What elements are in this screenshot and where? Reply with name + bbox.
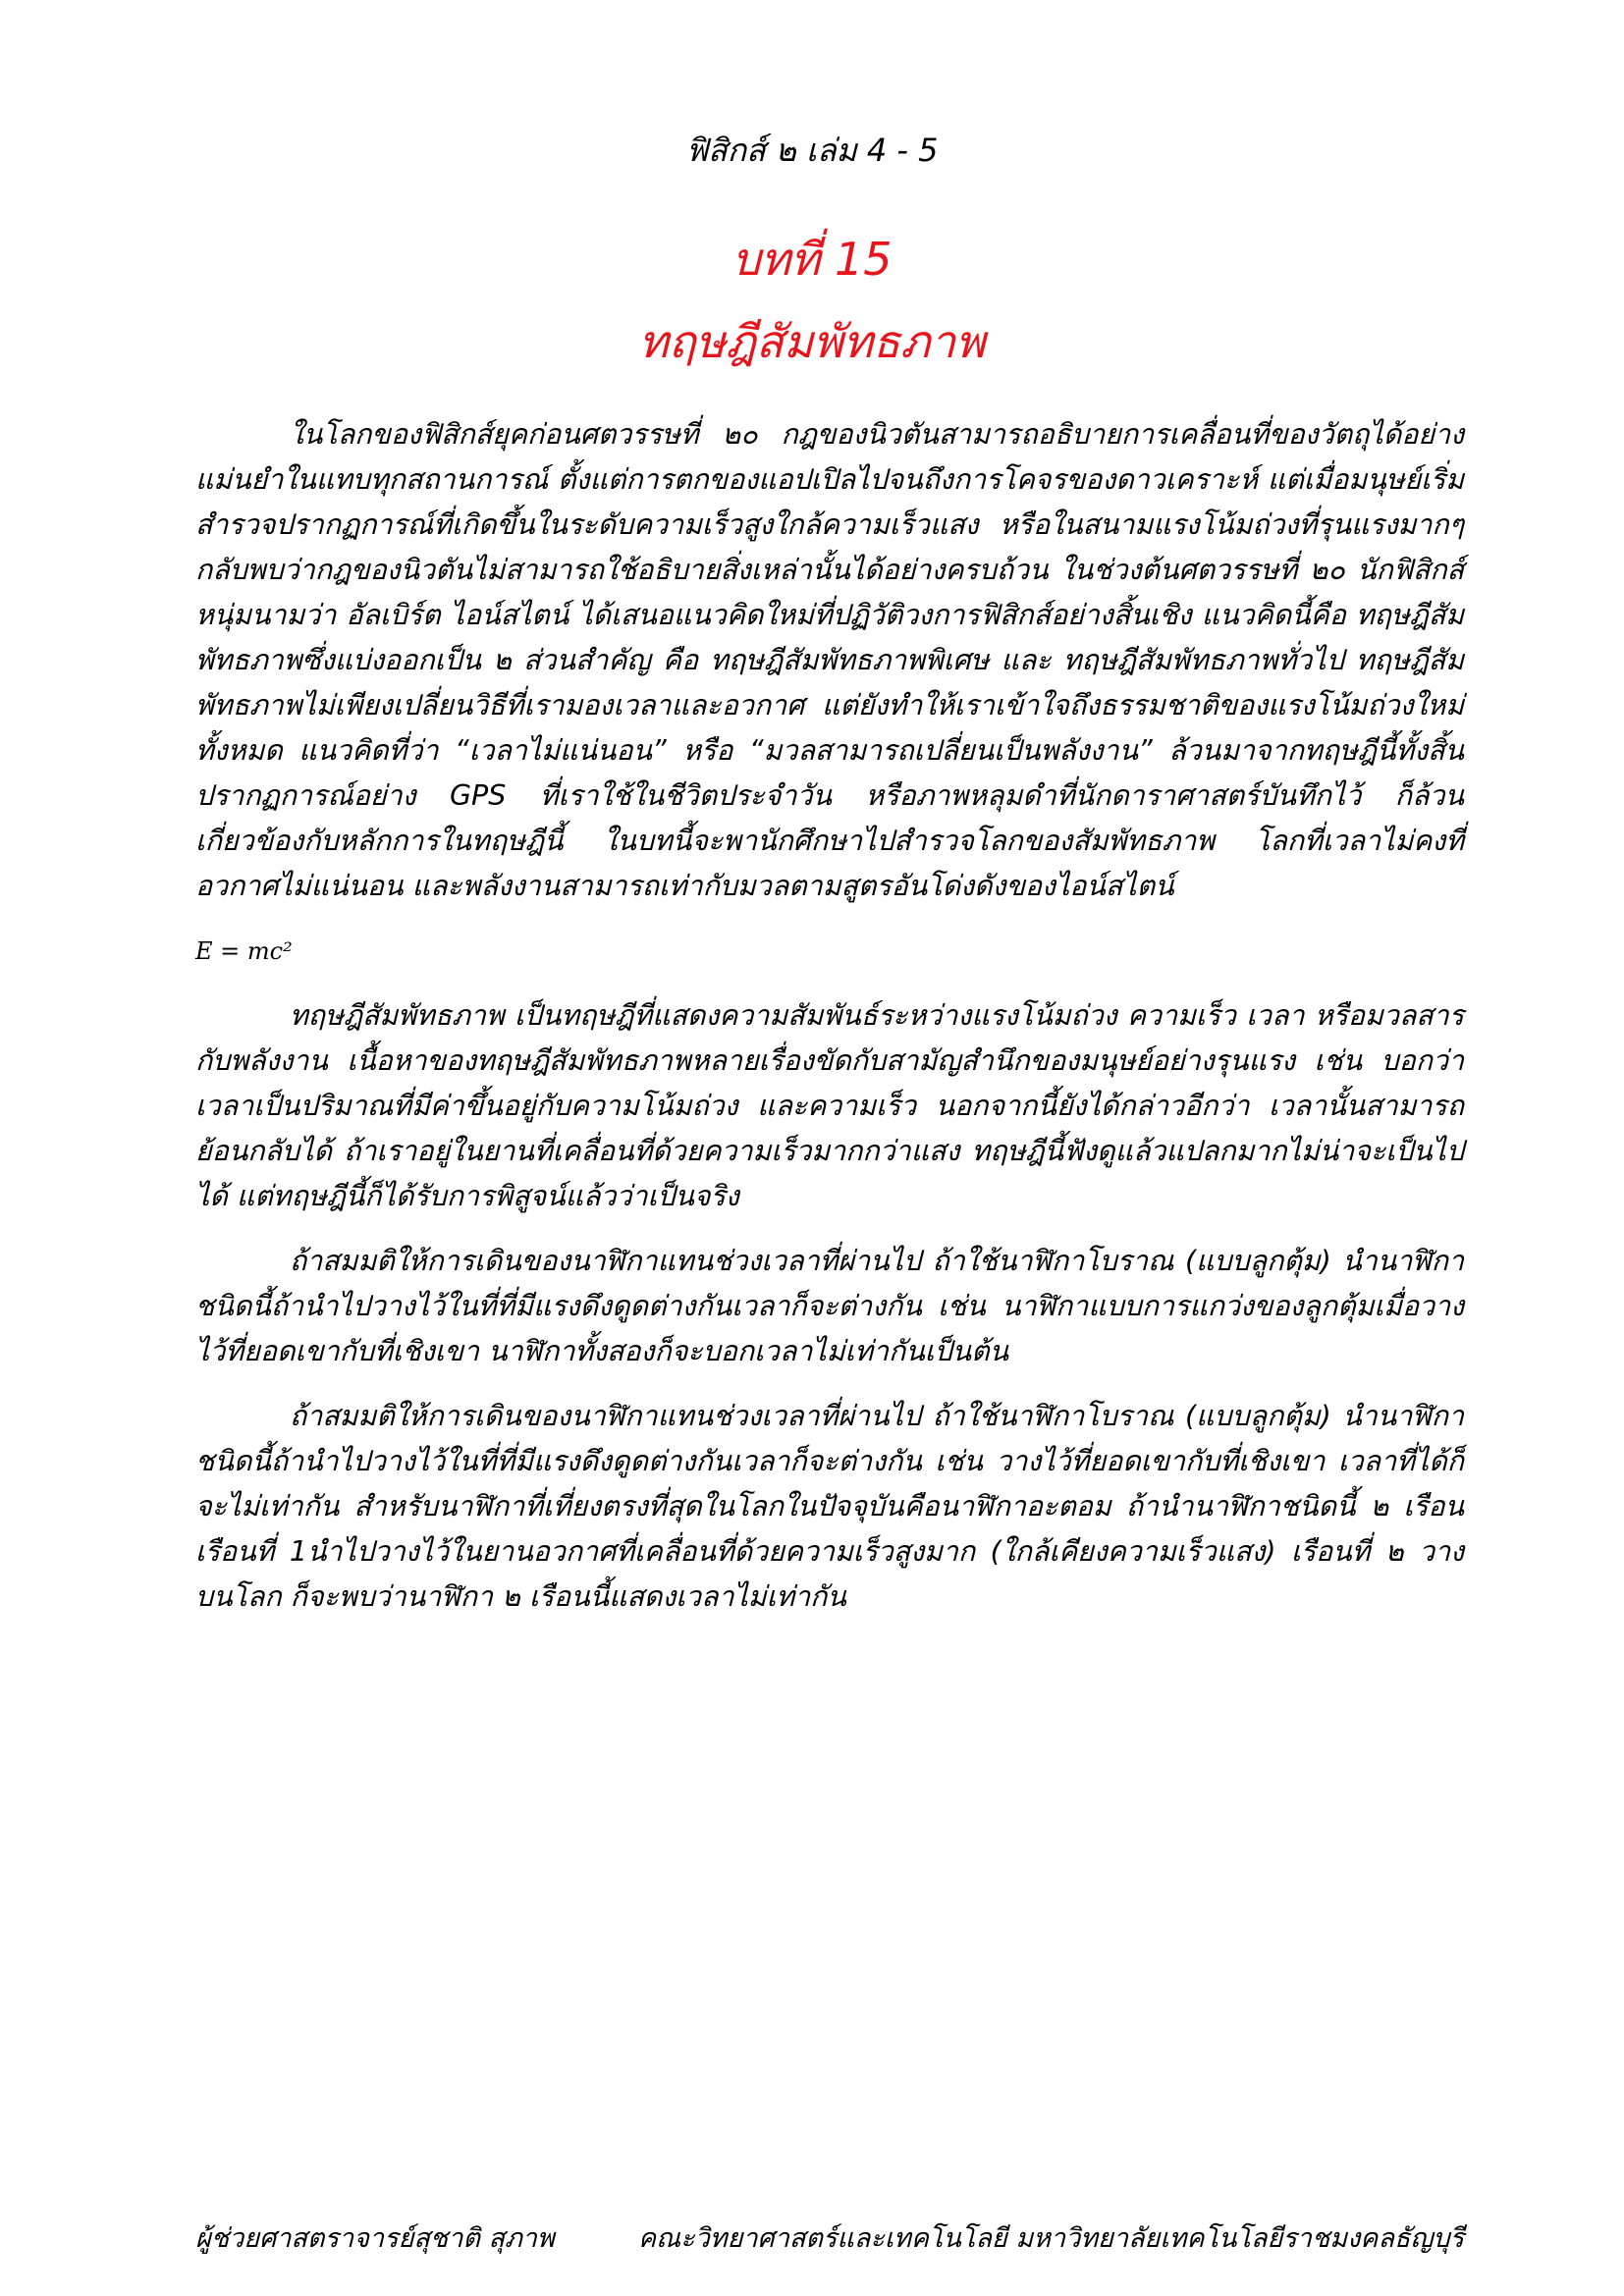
paragraph-definition: ทฤษฎีสัมพัทธภาพ เป็นทฤษฎีที่แสดงความสัมพันธ์ระหว่างแรงโน้มถ่วง ความเร็ว เวลา หรือมวลสารกับพลังงาน เนื้อหาของทฤษฎีสัมพัทธภาพหลายเรื่องขัดกับสามัญสำนึกของมนุษย์อย่างรุนแรง เช่น บอกว่าเวลาเป็นปริมาณที่มีค่าขึ้นอยู่กับความโน้มถ่วง และความเร็ว นอกจากนี้ยังได้กล่าวอีกว่า เวลานั้นสามารถย้อนกลับได้ ถ้าเราอยู่ในยานที่เคลื่อนที่ด้วยความเร็วมากกว่าแสง ทฤษฎีนี้ฟังดูแล้วแปลกมากไม่น่าจะเป็นไปได้ แต่ทฤษฎีนี้ก็ได้รับการพิสูจน์แล้วว่าเป็นจริง [195,999,1464,1212]
footer-affiliation: คณะวิทยาศาสตร์และเทคโนโลยี มหาวิทยาลัยเทคโนโลยีราชมงคลธัญบุรี [638,2223,1464,2254]
chapter-title: ทฤษฎีสัมพัทธภาพ [638,315,986,368]
chapter-number: บทที่ 15 [731,233,893,286]
page-footer [195,2216,1464,2259]
body-text [195,412,1464,1639]
paragraph-intro: ในโลกของฟิสิกส์ยุคก่อนศตวรรษที่ ๒๐ กฎของนิวตันสามารถอธิบายการเคลื่อนที่ของวัตถุได้อย่างแม่นยำในแทบทุกสถานการณ์ ตั้งแต่การตกของแอปเปิลไปจนถึงการโคจรของดาวเคราะห์ แต่เมื่อมนุษย์เริ่มสำรวจปรากฏการณ์ที่เกิดขึ้นในระดับความเร็วสูงใกล้ความเร็วแสง หรือในสนามแรงโน้มถ่วงที่รุนแรงมากๆ กลับพบว่ากฎของนิวตันไม่สามารถใช้อธิบายสิ่งเหล่านั้นได้อย่างครบถ้วน ในช่วงต้นศตวรรษที่ ๒๐ นักฟิสิกส์หนุ่มนามว่า อัลเบิร์ต ไอน์สไตน์ ได้เสนอแนวคิดใหม่ที่ปฏิวัติวงการฟิสิกส์อย่างสิ้นเชิง แนวคิดนี้คือ ทฤษฎีสัมพัทธภาพซึ่งแบ่งออกเป็น ๒ ส่วนสำคัญ คือ ทฤษฎีสัมพัทธภาพพิเศษ และ ทฤษฎีสัมพัทธภาพทั่วไป ทฤษฎีสัมพัทธภาพไม่เพียงเปลี่ยนวิธีที่เรามองเวลาและอวกาศ แต่ยังทำให้เราเข้าใจถึงธรรมชาติของแรงโน้มถ่วงใหม่ทั้งหมด แนวคิดที่ว่า “เวลาไม่แน่นอน” หรือ “มวลสามารถเปลี่ยนเป็นพลังงาน” ล้วนมาจากทฤษฎีนี้ทั้งสิ้น ปรากฏการณ์อย่าง GPS ที่เราใช้ในชีวิตประจำวัน หรือภาพหลุมดำที่นักดาราศาสตร์บันทึกไว้ ก็ล้วนเกี่ยวข้องกับหลักการในทฤษฎีนี้ ในบทนี้จะพานักศึกษาไปสำรวจโลกของสัมพัทธภาพ โลกที่เวลาไม่คงที่ อวกาศไม่แน่นอน และพลังงานสามารถเท่ากับมวลตามสูตรอันโด่งดังของไอน์สไตน์ [195,418,1464,902]
paragraph-atomic-clock: ถ้าสมมติให้การเดินของนาฬิกาแทนช่วงเวลาที่ผ่านไป ถ้าใช้นาฬิกาโบราณ (แบบลูกตุ้ม) นำนาฬิกาชนิดนี้ถ้านำไปวางไว้ในที่ที่มีแรงดึงดูดต่างกันเวลาก็จะต่างกัน เช่น วางไว้ที่ยอดเขากับที่เชิงเขา เวลาที่ได้ก็จะไม่เท่ากัน สำหรับนาฬิกาที่เที่ยงตรงที่สุดในโลกในปัจจุบันคือนาฬิกาอะตอม ถ้านำนาฬิกาชนิดนี้ ๒ เรือน เรือนที่ 1นำไปวางไว้ในยานอวกาศที่เคลื่อนที่ด้วยความเร็วสูงมาก (ใกล้เคียงความเร็วแสง) เรือนที่ ๒ วางบนโลก ก็จะพบว่านาฬิกา ๒ เรือนนี้แสดงเวลาไม่เท่ากัน [195,1400,1464,1613]
footer-author: ผู้ช่วยศาสตราจารย์สุชาติ สุภาพ [195,2223,555,2254]
running-header: ฟิสิกส์ ๒ เล่ม 4 - 5 [685,132,939,169]
mass-energy-formula: E = mc² [195,937,293,965]
paragraph-pendulum-clock: ถ้าสมมติให้การเดินของนาฬิกาแทนช่วงเวลาที่ผ่านไป ถ้าใช้นาฬิกาโบราณ (แบบลูกตุ้ม) นำนาฬิกาชนิดนี้ถ้านำไปวางไว้ในที่ที่มีแรงดึงดูดต่างกันเวลาก็จะต่างกัน เช่น นาฬิกาแบบการแกว่งของลูกตุ้มเมื่อวางไว้ที่ยอดเขากับที่เชิงเขา นาฬิกาทั้งสองก็จะบอกเวลาไม่เท่ากันเป็นต้น [195,1245,1464,1367]
